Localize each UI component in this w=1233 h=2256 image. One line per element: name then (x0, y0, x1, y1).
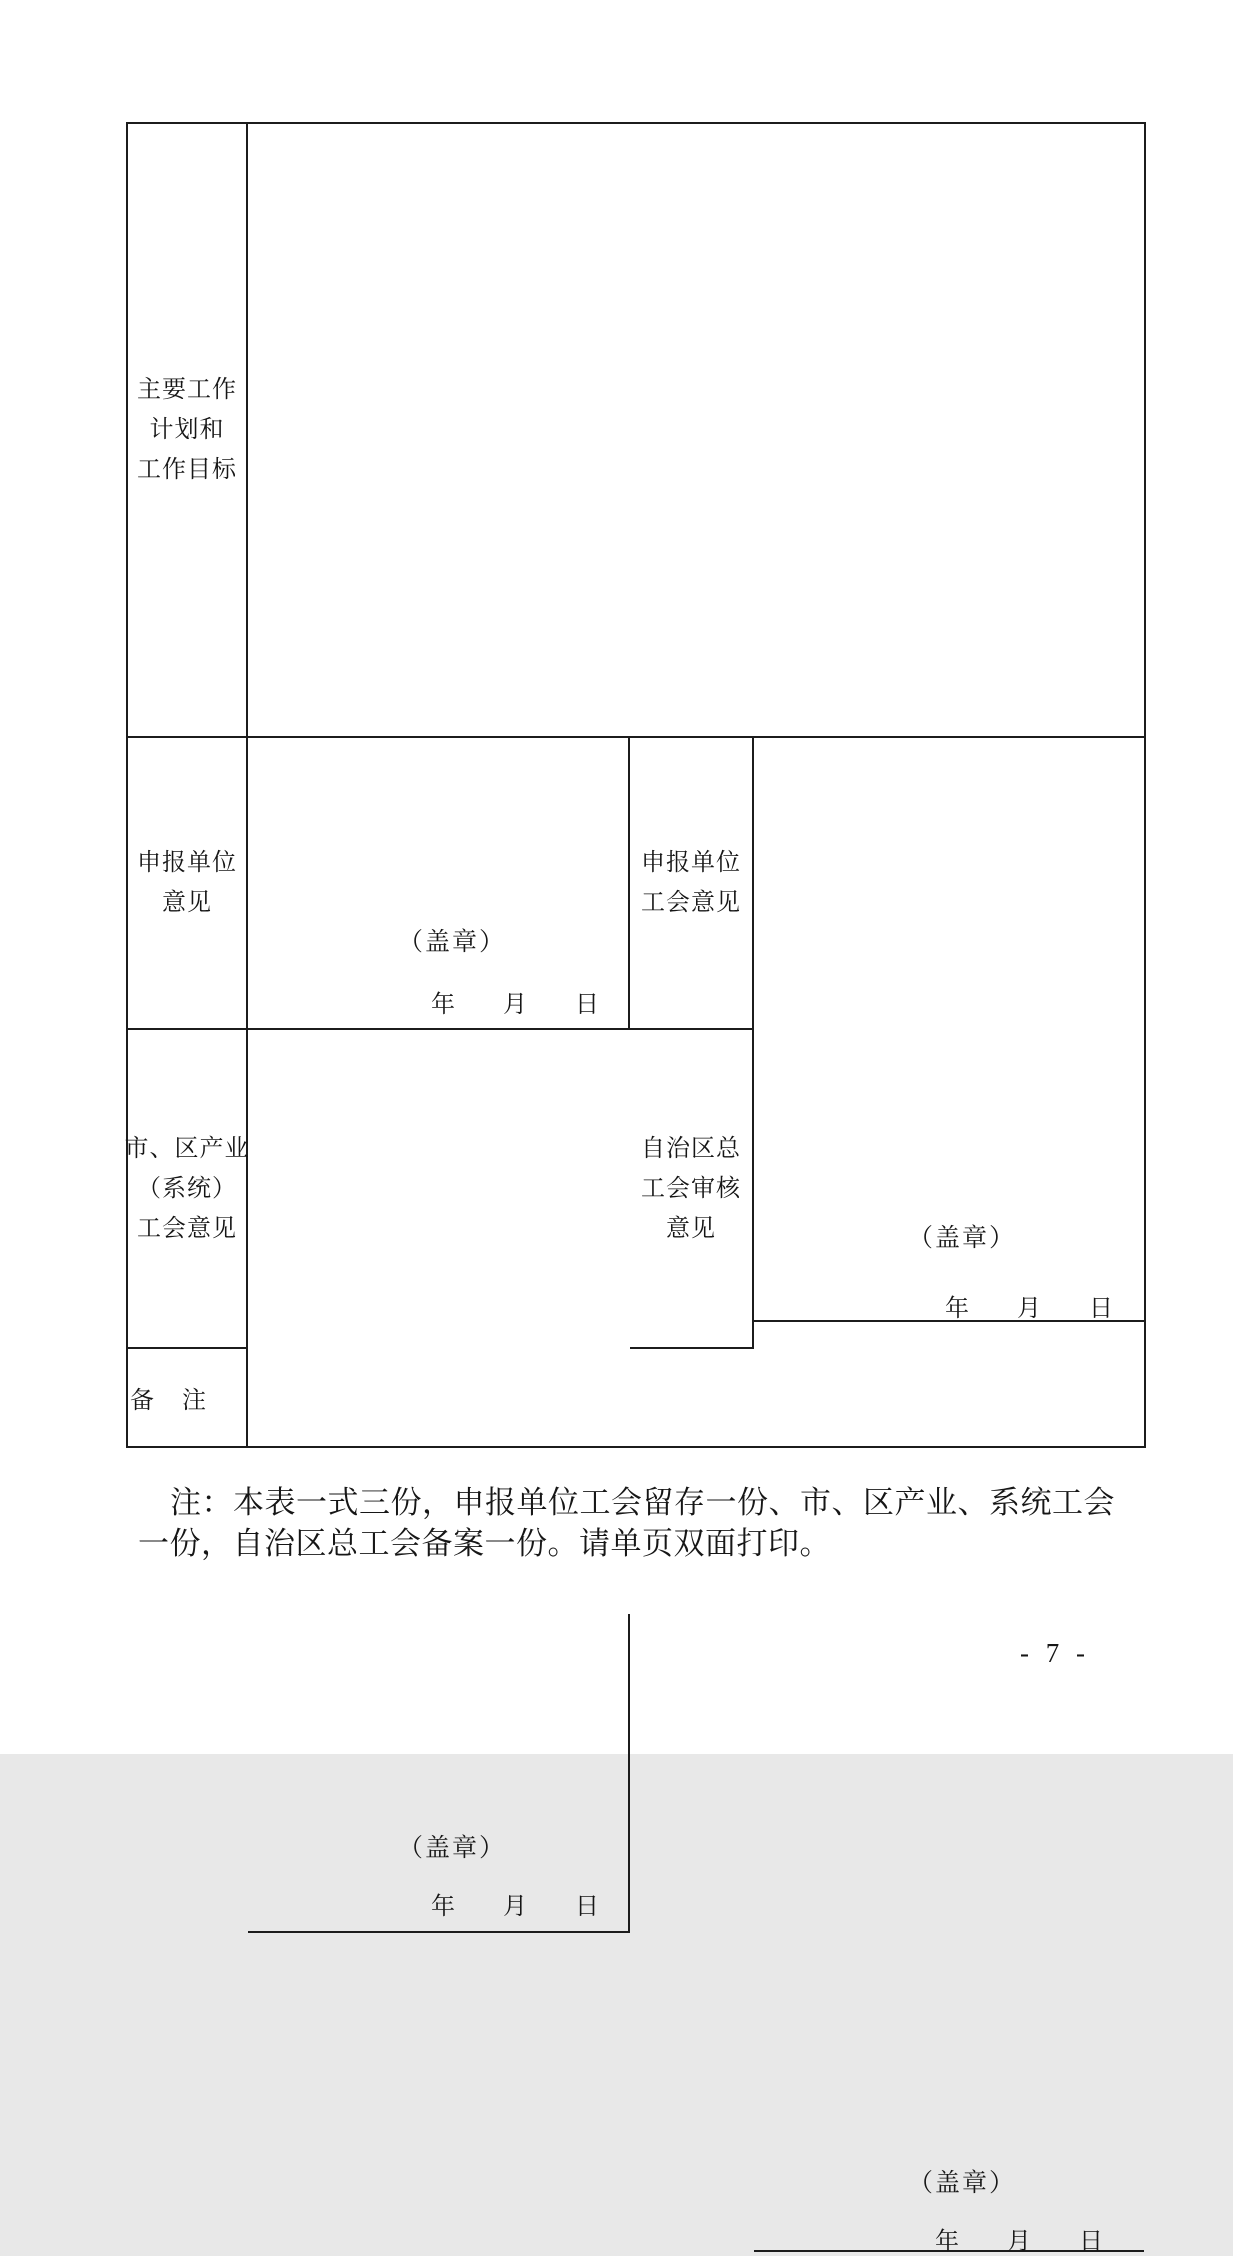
region-federation-review-label-line: 自治区总 (641, 1135, 741, 1162)
date-placeholder: 年 月 日 (945, 1296, 1113, 1322)
main-work-plan-label-line: 计划和 (149, 417, 225, 443)
seal-placeholder: （盖章） (908, 2170, 1017, 2197)
declaring-unit-opinion-label-cell (128, 738, 248, 1030)
remarks-label: 备 注 (130, 1388, 208, 1414)
declaring-unit-opinion-content-cell (248, 738, 630, 1030)
page-number: - 7 - (1020, 1638, 1090, 1668)
seal-placeholder: （盖章） (398, 929, 507, 956)
declaring-unit-union-opinion-label-cell (630, 738, 754, 1030)
region-federation-review-label-cell (630, 1030, 754, 1349)
city-district-union-opinion-label-line: 市、区产业 (124, 1135, 250, 1162)
remarks-label-cell (128, 1349, 248, 1446)
declaring-unit-union-opinion-label-line: 申报单位 (641, 850, 741, 876)
footnote-line: 一份，自治区总工会备案一份。请单页双面打印。 (138, 1526, 831, 1561)
main-work-plan-label-cell (128, 124, 248, 738)
footnote (138, 1482, 1148, 1564)
main-work-plan-label-line: 工作目标 (137, 457, 237, 483)
declaring-unit-opinion-label-line: 申报单位 (137, 850, 237, 876)
city-district-union-opinion-label-cell (124, 1030, 250, 1349)
city-district-union-opinion-label-line: 工会意见 (137, 1215, 237, 1242)
main-work-plan-content-cell (248, 124, 1144, 738)
main-work-plan-label-line: 主要工作 (137, 377, 237, 403)
seal-placeholder: （盖章） (908, 1225, 1017, 1252)
declaring-unit-union-opinion-content-cell (754, 1030, 1144, 1322)
date-placeholder: 年 月 日 (431, 1894, 599, 1920)
region-federation-review-label-line: 工会审核 (641, 1175, 741, 1202)
declaring-unit-opinion-label-line: 意见 (162, 890, 212, 916)
city-district-union-opinion-label-line: （系统） (137, 1175, 237, 1202)
declaring-unit-union-opinion-label-line: 工会意见 (641, 890, 741, 916)
date-placeholder: 年 月 日 (431, 992, 599, 1018)
seal-placeholder: （盖章） (398, 1835, 507, 1862)
footnote-line: 注：本表一式三份，申报单位工会留存一份、市、区产业、系统工会 (170, 1485, 1115, 1520)
city-district-union-opinion-content-cell (248, 1614, 630, 1933)
region-federation-review-label-line: 意见 (666, 1215, 716, 1242)
remarks-content-cell (248, 1349, 1144, 1446)
date-placeholder: 年 月 日 (935, 2229, 1103, 2255)
region-federation-review-content-cell (754, 1933, 1144, 2255)
